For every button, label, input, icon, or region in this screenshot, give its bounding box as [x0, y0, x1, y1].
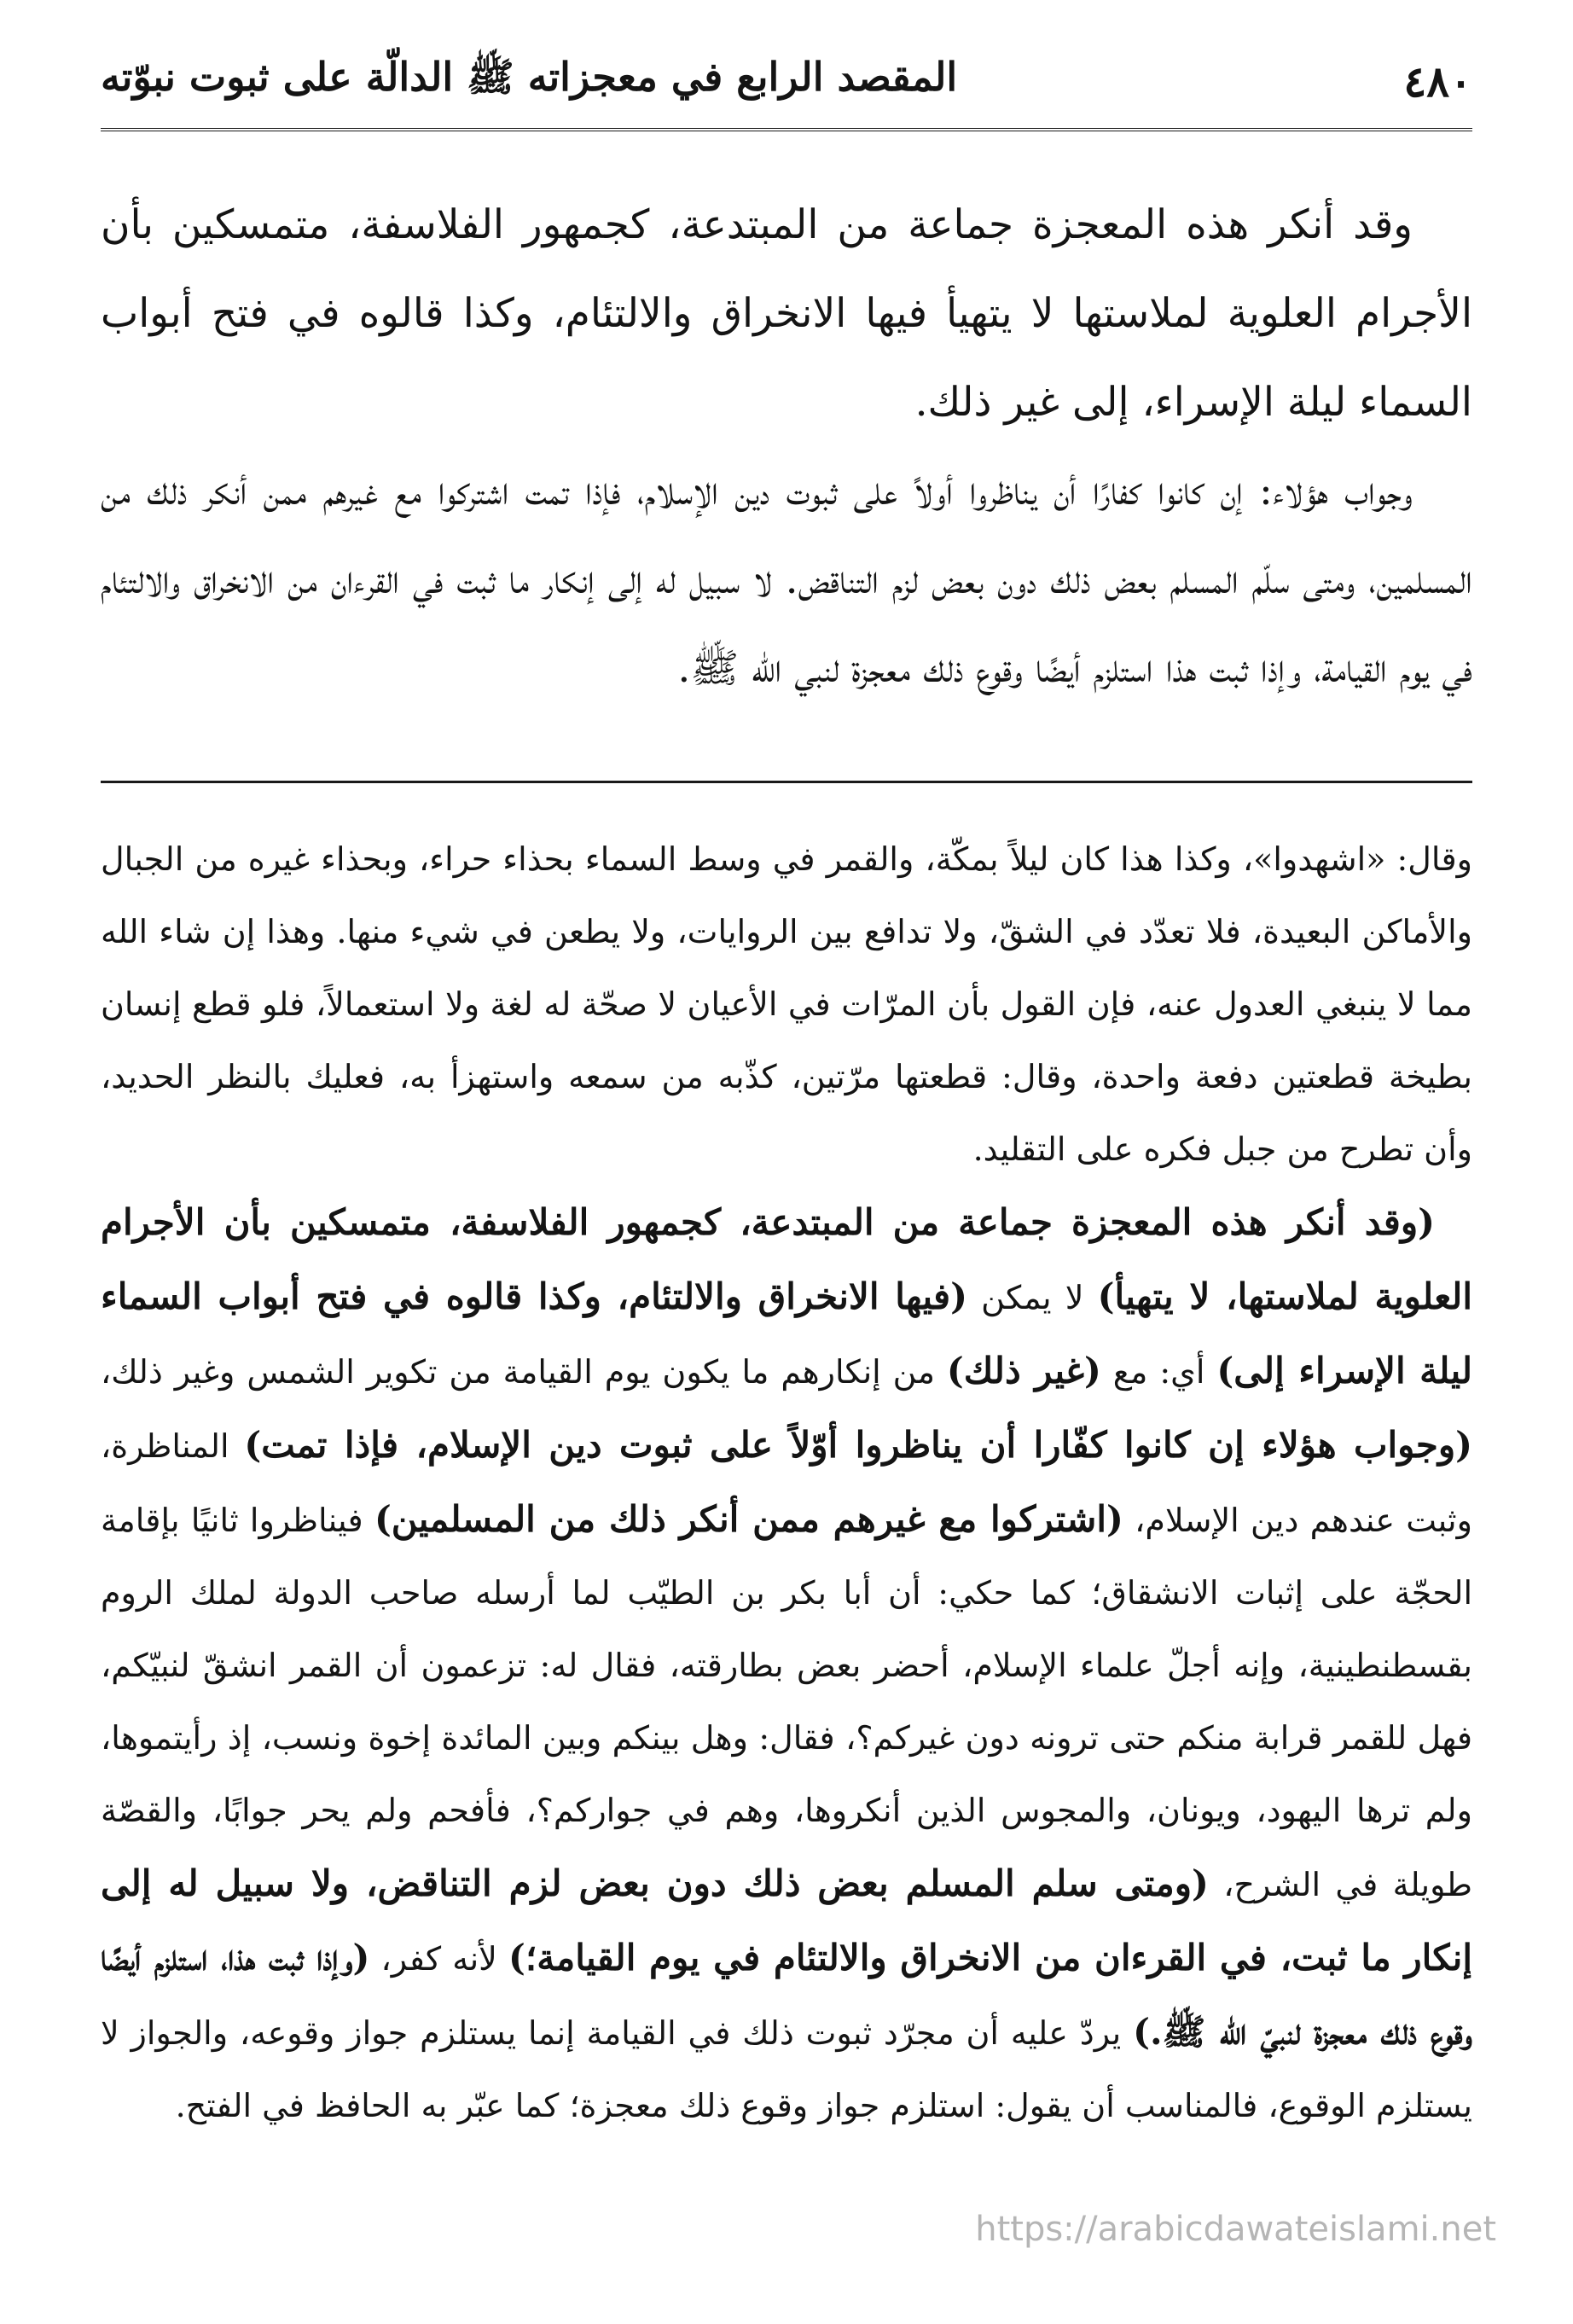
watermark-url: https://arabicdawateislami.net [975, 2210, 1496, 2249]
commentary-text: لأنه كفر، [369, 1940, 508, 1978]
commentary-divider [101, 781, 1472, 783]
commentary-text: لا يمكن [967, 1279, 1098, 1316]
commentary-text: فيناظروا ثانيًا بإقامة الحجّة على إثبات الانشقاق؛ كما حكي: أن أبا بكر بن الطيّب لما أرسله صاحب الدولة لملك الروم بقسطنطينية، وإنه أجلّ علماء الإسلام، أحضر بعض بطارقته، فقال له: تزعمون أن القمر انشقّ لنبيّكم، فهل للقمر قرابة منكم حتى ترونه دون غيركم؟، فقال: وهل بينكم وبين المائدة إخوة ونسب، إذ رأيتموها، ولم ترها اليهود، ويونان، والمجوس الذين أنكروها، وهم في جواركم؟، فأفحم ولم يحر جوابًا، والقصّة طويلة في الشرح، [101, 1502, 1472, 1903]
commentary-text: من إنكارهم ما يكون يوم القيامة من تكوير الشمس وغير ذلك، [101, 1353, 947, 1391]
quoted-main-text: (وقد أنكر هذه المعجزة جماعة من المبتدعة، كجمهور الفلاسفة، متمسكين بأن الأجرام العلوية لملاستها، لا يتهيأ) [101, 1201, 1472, 1317]
quoted-main-text: (اشتركوا مع غيرهم ممن أنكر ذلك من المسلمين) [374, 1498, 1123, 1540]
quoted-main-text: (غير ذلك) [946, 1350, 1101, 1391]
header-rule [101, 128, 1472, 135]
quoted-main-text: (ومتى سلم المسلم بعض ذلك دون بعض لزم التناقض، ولا سبيل له إلى إنكار ما ثبت، في القرءان من الانخراق والالتئام في يوم القيامة؛) [101, 1862, 1473, 1978]
commentary-text: أي: مع [1100, 1353, 1217, 1391]
main-paragraph-1: وقد أنكر هذه المعجزة جماعة من المبتدعة، كجمهور الفلاسفة، متمسكين بأن الأجرام العلوية لملاستها لا يتهيأ فيها الانخراق والالتئام، وكذا قالوه في فتح أبواب السماء ليلة الإسراء، إلى غير ذلك. [101, 201, 1472, 426]
main-text [101, 181, 1472, 713]
main-paragraph-2: وجواب هؤلاء: إن كانوا كفارًا أن يناظروا أولاً على ثبوت دين الإسلام، فإذا تمت اشتركوا مع غيرهم ممن أنكر ذلك من المسلمين، ومتى سلّم المسلم بعض ذلك دون بعض لزم التناقض. لا سبيل له إلى إنكار ما ثبت في القرءان من الانخراق والالتئام في يوم القيامة، وإذا ثبت هذا استلزم أيضًا وقوع ذلك معجزة لنبي الله ﷺ. [101, 468, 1472, 692]
commentary-paragraph-2 [101, 1186, 1472, 2142]
quoted-main-text: (فيها الانخراق والالتئام، وكذا قالوه في فتح أبواب السماء ليلة الإسراء إلى) [101, 1275, 1473, 1391]
commentary-text: يردّ عليه أن مجرّد ثبوت ذلك في القيامة إنما يستلزم جواز وقوعه، والجواز لا يستلزم الوقوع، فالمناسب أن يقول: استلزم جواز وقوع ذلك معجزة؛ كما عبّر به الحافظ في الفتح. [101, 2014, 1472, 2124]
quoted-main-text: (وجواب هؤلاء إن كانوا كفّارا أن يناظروا أوّلاً على ثبوت دين الإسلام، فإذا تمت) [244, 1424, 1472, 1466]
commentary-text: المناظرة، وثبت عندهم دين الإسلام، [101, 1427, 1472, 1539]
commentary-paragraph-1: وقال: «اشهدوا»، وكذا هذا كان ليلاً بمكّة، والقمر في وسط السماء بحذاء حراء، وبحذاء غيره من الجبال والأماكن البعيدة، فلا تعدّد في الشقّ، ولا تدافع بين الروايات، ولا يطعن في شيء منها. وهذا إن شاء الله مما لا ينبغي العدول عنه، فإن القول بأن المرّات في الأعيان لا صحّة له لغة ولا استعمالاً، فلو قطع إنسان بطيخة قطعتين دفعة واحدة، وقال: قطعتها مرّتين، كذّبه من سمعه واستهزأ به، فعليك بالنظر الحديد، وأن تطرح من جبل فكره على التقليد. [101, 840, 1472, 1168]
page-header [101, 51, 1472, 111]
quoted-main-text: (وإذا ثبت هذا، استلزم أيضًا وقوع ذلك معجزة لنبيّ الله ﷺ.) [101, 1937, 1472, 2053]
page-number: ٤٨٠ [1403, 55, 1472, 107]
running-title: المقصد الرابع في معجزاته ﷺ الدالّة على ثبوت نبوّته [101, 53, 958, 100]
commentary [101, 823, 1472, 2142]
